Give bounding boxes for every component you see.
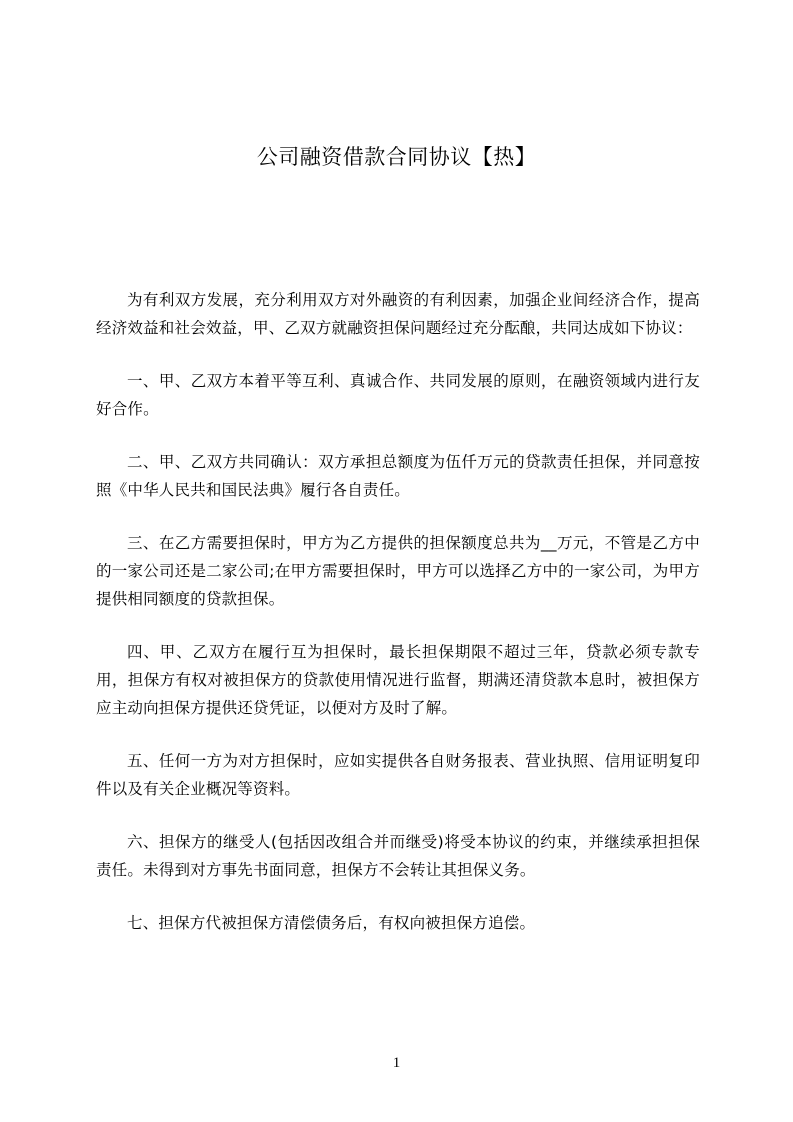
intro-paragraph: 为有利双方发展，充分利用双方对外融资的有利因素，加强企业间经济合作，提高经济效益和社会效益，甲、乙双方就融资担保问题经过充分酝酿，共同达成如下协议： [96, 291, 700, 337]
clause-7-paragraph: 七、担保方代被担保方清偿债务后，有权向被担保方追偿。 [127, 914, 536, 932]
clause-5-paragraph: 五、任何一方为对方担保时，应如实提供各自财务报表、营业执照、信用证明复印件以及有关企业概况等资料。 [96, 752, 700, 798]
document-title: 公司融资借款合同协议【热】 [256, 145, 537, 169]
clause-3-paragraph: 三、在乙方需要担保时，甲方为乙方提供的担保额度总共为__万元，不管是乙方中的一家公司还是二家公司;在甲方需要担保时，甲方可以选择乙方中的一家公司，为甲方提供相同额度的贷款担保。 [96, 534, 700, 608]
page-number: 1 [392, 1055, 401, 1071]
clause-2-paragraph: 二、甲、乙双方共同确认：双方承担总额度为伍仟万元的贷款责任担保，并同意按照《中华人民共和国民法典》履行各自责任。 [96, 453, 700, 499]
document-body [96, 286, 700, 962]
clause-1-paragraph: 一、甲、乙双方本着平等互利、真诚合作、共同发展的原则，在融资领域内进行友好合作。 [96, 372, 700, 418]
clause-6-paragraph: 六、担保方的继受人(包括因改组合并而继受)将受本协议的约束，并继续承担担保责任。未得到对方事先书面同意，担保方不会转让其担保义务。 [96, 833, 700, 879]
clause-4-paragraph: 四、甲、乙双方在履行互为担保时，最长担保期限不超过三年，贷款必须专款专用，担保方有权对被担保方的贷款使用情况进行监督，期满还清贷款本息时，被担保方应主动向担保方提供还贷凭证，以便对方及时了解。 [96, 643, 700, 717]
